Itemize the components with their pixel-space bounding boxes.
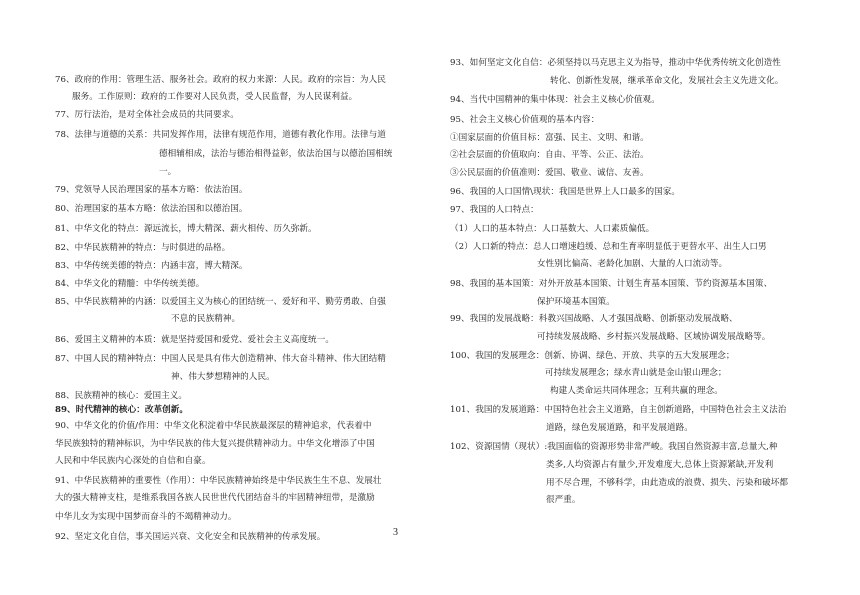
page-number: 3 (393, 527, 398, 538)
text-line-r11: 女性别比偏高、老龄化加剧、大量的人口流动等。 (537, 259, 728, 269)
text-line-l24: 中华儿女为实现中国梦而奋斗的不竭精神动力。 (55, 512, 237, 522)
text-line-l21: 人民和中华民族内心深处的自信和自豪。 (55, 456, 211, 466)
text-line-r5: ②社会层面的价值取向：自由、平等、公正、法治。 (450, 150, 649, 160)
text-line-l8: 81、中华文化的特点：源远流长，博大精深、薪火相传、历久弥新。 (55, 224, 317, 234)
text-line-r14: 99、我国的发展战略：科教兴国战略、人才强国战略、创新驱动发展战略、 (450, 314, 738, 324)
text-line-l20: 华民族独特的精神标识，为中华民族的伟大复兴提供精神动力。中华文化增添了中国 (55, 439, 375, 449)
text-line-r3: 95、社会主义核心价值观的基本内容： (450, 115, 600, 125)
text-line-l9: 82、中华民族精神的特点：与时俱进的品格。 (55, 243, 231, 253)
text-line-r23: 用不尽合理，不够科学，由此造成的浪费、损失、污染和破坏都 (546, 478, 789, 488)
text-line-l0: 76、政府的作用：管理生活、服务社会。政府的权力来源：人民。政府的宗旨：为人民 (55, 75, 386, 85)
text-line-r19: 101、我国的发展道路：中国特色社会主义道路，自主创新道路，中国特色社会主义法治 (450, 405, 787, 415)
text-line-r12: 98、我国的基本国策：对外开放基本国策、计划生育基本国策、节约资源基本国策、 (450, 279, 773, 289)
text-line-l18: 89、时代精神的核心：改革创新。 (55, 405, 189, 415)
text-line-l25: 92、坚定文化自信，事关国运兴衰、文化安全和民族精神的传承发展。 (55, 532, 326, 542)
text-line-l11: 84、中华文化的精髓：中华传统美德。 (55, 279, 205, 289)
text-line-l6: 79、党领导人民治理国家的基本方略：依法治国。 (55, 185, 248, 195)
text-line-l13: 不息的民族精神。 (171, 314, 241, 324)
text-line-l10: 83、中华传统美德的特点：内涵丰富，博大精深。 (55, 261, 248, 271)
text-line-l15: 87、中国人民的精神特点：中国人民是具有伟大创造精神、伟大奋斗精神、伟大团结精 (55, 354, 386, 364)
text-line-l7: 80、治理国家的基本方略：依法治国和以德治国。 (55, 204, 248, 214)
text-line-l4: 德相辅相成，法治与德治相得益彰，依法治国与以德治国相统 (159, 149, 393, 159)
text-line-r7: 96、我国的人口国情\现状：我国是世界上人口最多的国家。 (450, 187, 681, 197)
text-line-l1: 服务。工作原则：政府的工作要对人民负责，受人民监督，为人民谋利益。 (72, 92, 358, 102)
text-line-l5: 一。 (159, 167, 177, 177)
text-line-l12: 85、中华民族精神的内涵：以爱国主义为核心的团结统一、爱好和平、勤劳勇敢、自强 (55, 297, 386, 307)
text-line-r13: 保护环境基本国策。 (537, 297, 615, 307)
text-line-r18: 构建人类命运共同体理念；互利共赢的理念。 (550, 386, 723, 396)
text-line-r22: 类多,人均资源占有量少,开发难度大,总体上资源紧缺,开发利 (546, 460, 774, 470)
text-line-r0: 93、如何坚定文化自信：必须坚持以马克思主义为指导，推动中华优秀传统文化创造性 (450, 58, 781, 68)
text-line-l19: 90、中华文化的价值/作用：中华文化积淀着中华民族最深层的精神追求，代表着中 (55, 421, 372, 431)
text-line-r9: （1）人口的基本特点：人口基数大、人口素质偏低。 (450, 224, 655, 234)
text-line-r17: 可持续发展理念；绿水青山就是金山银山理念； (545, 368, 727, 378)
text-line-r24: 很严重。 (546, 495, 581, 505)
text-line-r15: 可持续发展战略、乡村振兴发展战略、区域协调发展战略等。 (537, 332, 771, 342)
text-line-r20: 道路，绿色发展道路，和平发展道路。 (546, 423, 693, 433)
text-line-r21: 102、资源国情（现状）:我国面临的资源形势非常严峻。我国自然资源丰富,总量大,种 (450, 442, 778, 452)
text-line-r6: ③公民层面的价值准则：爱国、敬业、诚信、友善。 (450, 168, 649, 178)
text-line-l23: 大的强大精神支柱，是维系我国各族人民世世代代团结奋斗的牢固精神纽带，是激励 (55, 493, 375, 503)
text-line-l22: 91、中华民族精神的重要性（作用）：中华民族精神始终是中华民族生生不息、发展壮 (55, 476, 382, 486)
text-line-l2: 77、厉行法治，是对全体社会成员的共同要求。 (55, 110, 239, 120)
text-line-r1: 转化、创新性发展，继承革命文化，发展社会主义先进文化。 (550, 76, 784, 86)
text-line-l16: 神、伟大梦想精神的人民。 (171, 372, 275, 382)
text-line-r16: 100、我国的发展理念：创新、协调、绿色、开放、共享的五大发展理念； (450, 351, 735, 361)
text-line-l17: 88、民族精神的核心：爱国主义。 (55, 391, 188, 401)
text-line-l3: 78、法律与道德的关系：共同发挥作用，法律有规范作用，道德有教化作用。法律与道 (55, 130, 386, 140)
text-line-l14: 86、爱国主义精神的本质：就是坚持爱国和爱党、爱社会主义高度统一。 (55, 335, 334, 345)
text-line-r10: （2）人口新的特点：总人口增速趋缓、总和生育率明显低于更替水平、出生人口男 (450, 242, 767, 252)
text-line-r8: 97、我国的人口特点： (450, 205, 539, 215)
text-line-r2: 94、当代中国精神的集中体现：社会主义核心价值观。 (450, 95, 660, 105)
text-line-r4: ①国家层面的价值目标：富强、民主、文明、和谐。 (450, 133, 649, 143)
